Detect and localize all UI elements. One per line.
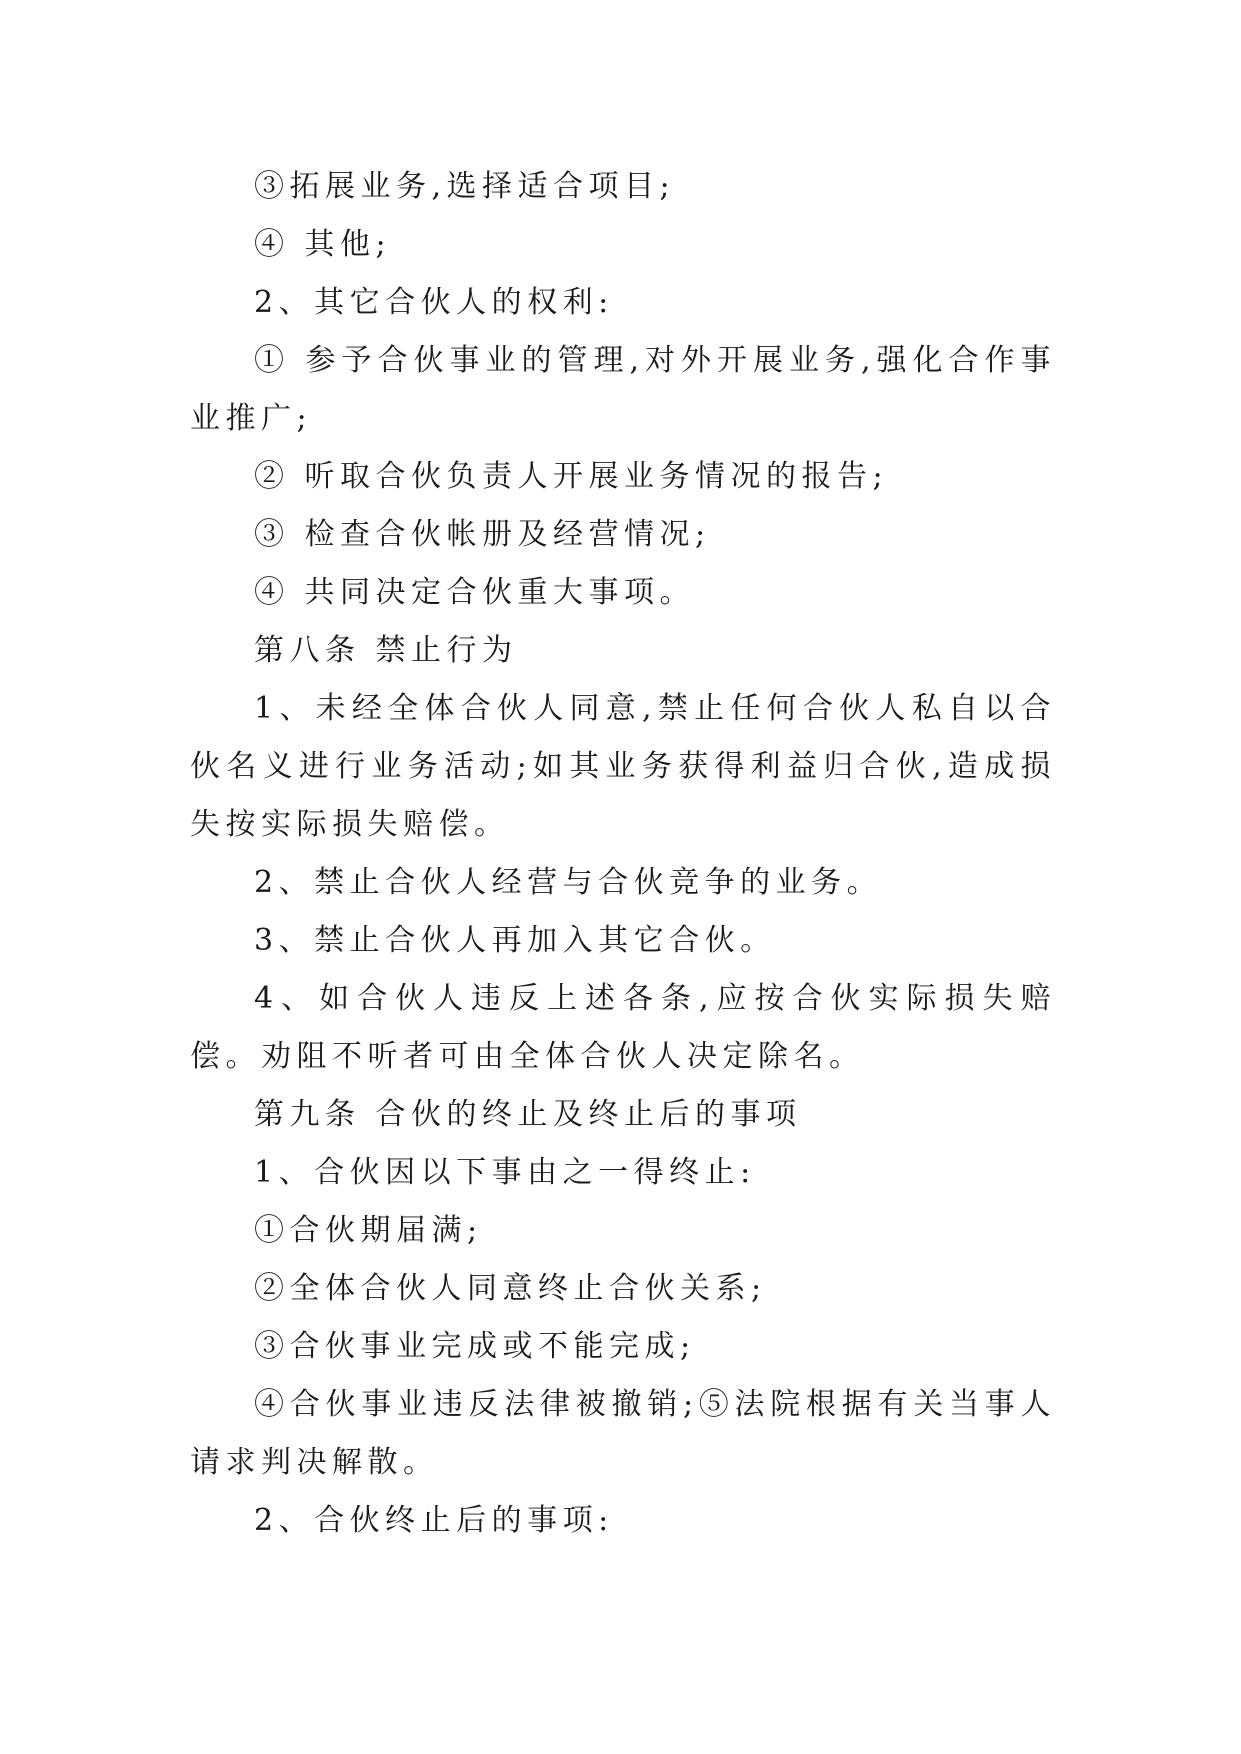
paragraph: ①合伙期届满; xyxy=(254,1213,483,1248)
paragraph: ②全体合伙人同意终止合伙关系; xyxy=(254,1271,767,1306)
paragraph: ④ 共同决定合伙重大事项。 xyxy=(254,575,696,610)
paragraph: ④ 其他; xyxy=(254,227,392,262)
paragraph: 1、未经全体合伙人同意,禁止任何合伙人私自以合伙名义进行业务活动;如其业务获得利益归合伙,造成损失按实际损失赔偿。 xyxy=(190,691,1056,842)
document-body xyxy=(190,158,1056,1550)
paragraph: ② 听取合伙负责人开展业务情况的报告; xyxy=(254,459,889,494)
paragraph: 4、如合伙人违反上述各条,应按合伙实际损失赔偿。劝阻不听者可由全体合伙人决定除名。 xyxy=(190,981,1056,1074)
paragraph: ③合伙事业完成或不能完成; xyxy=(254,1329,696,1364)
paragraph: ① 参予合伙事业的管理,对外开展业务,强化合作事业推广; xyxy=(190,343,1056,436)
paragraph: 2、禁止合伙人经营与合伙竞争的业务。 xyxy=(254,865,883,900)
paragraph: 2、合伙终止后的事项: xyxy=(254,1503,614,1538)
paragraph: 2、其它合伙人的权利: xyxy=(254,285,614,320)
paragraph: ④合伙事业违反法律被撤销;⑤法院根据有关当事人请求判决解散。 xyxy=(190,1387,1056,1480)
section-heading: 第九条 合伙的终止及终止后的事项 xyxy=(254,1097,802,1132)
paragraph: ③拓展业务,选择适合项目; xyxy=(254,169,676,204)
paragraph: ③ 检查合伙帐册及经营情况; xyxy=(254,517,711,552)
section-heading: 第八条 禁止行为 xyxy=(254,633,518,668)
paragraph: 3、禁止合伙人再加入其它合伙。 xyxy=(254,923,776,958)
paragraph: 1、合伙因以下事由之一得终止: xyxy=(254,1155,756,1190)
